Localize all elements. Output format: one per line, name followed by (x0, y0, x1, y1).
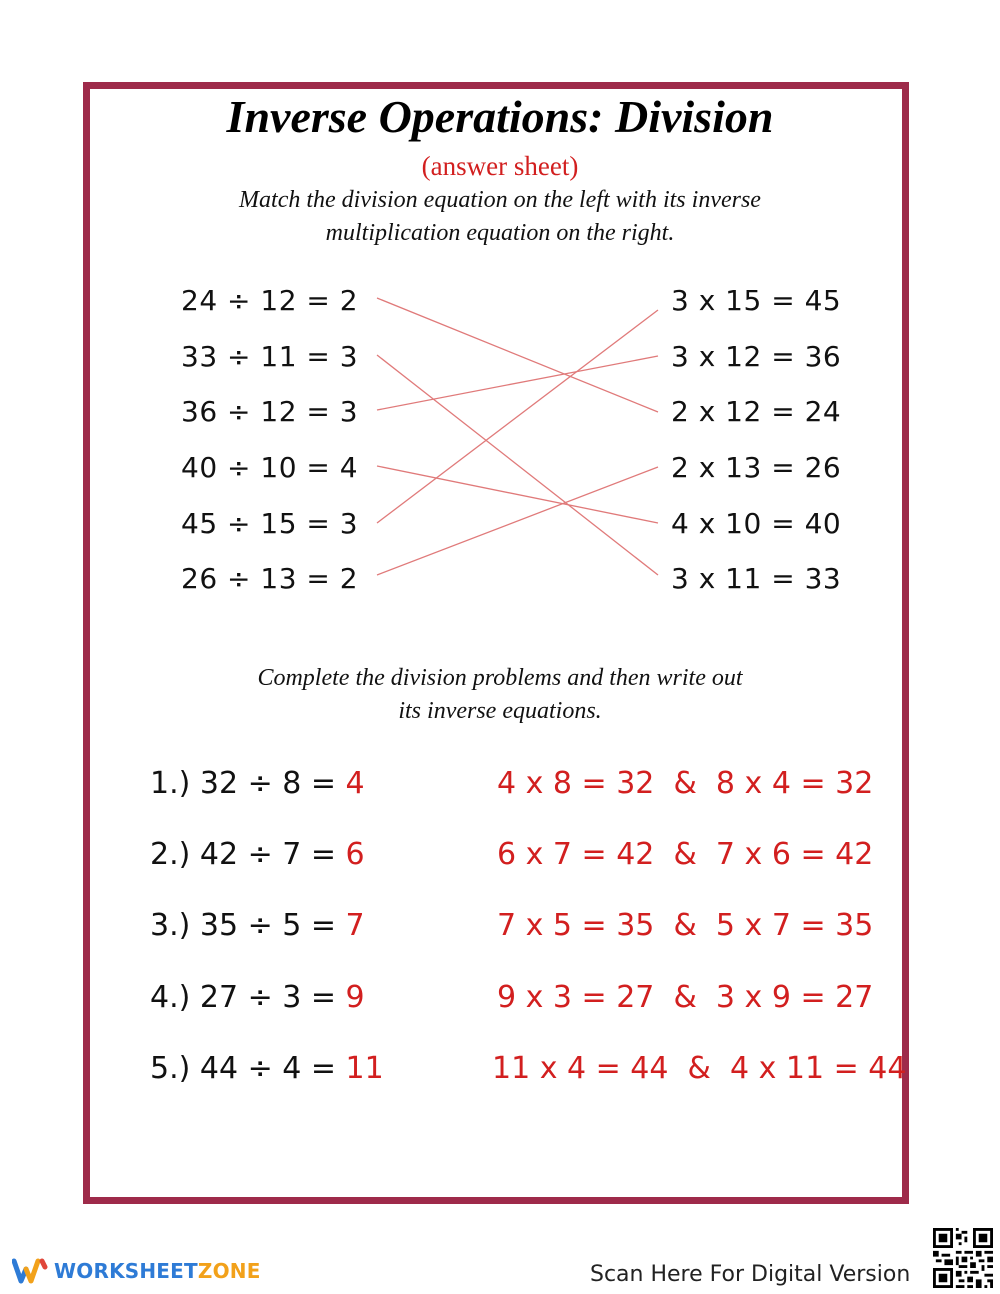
division-equation: 24 ÷ 12 = 2 (181, 284, 359, 317)
division-problem (150, 980, 365, 1015)
division-equation: 40 ÷ 10 = 4 (181, 451, 359, 484)
inverse-equations: 11 x 4 = 44 & 4 x 11 = 44 (492, 1051, 907, 1086)
problems-instructions-line1: Complete the division problems and then write out (257, 665, 743, 691)
logo-w-icon (12, 1257, 48, 1285)
match-line-33 (377, 355, 658, 575)
problem-answer: 9 (345, 980, 365, 1015)
multiplication-equation: 3 x 11 = 33 (671, 562, 842, 595)
problem-question: 2.) 42 ÷ 7 = (150, 837, 346, 872)
problem-question: 1.) 32 ÷ 8 = (150, 766, 346, 801)
match-line-26 (377, 467, 658, 575)
division-equation: 33 ÷ 11 = 3 (181, 340, 359, 373)
inverse-equations: 6 x 7 = 42 & 7 x 6 = 42 (497, 837, 874, 872)
inverse-equations: 4 x 8 = 32 & 8 x 4 = 32 (497, 766, 874, 801)
multiplication-equation: 3 x 12 = 36 (671, 340, 842, 373)
problems-instructions-line2: its inverse equations. (398, 698, 602, 724)
division-equation: 45 ÷ 15 = 3 (181, 507, 359, 540)
logo-wordmark: WORKSHEETZONE (54, 1259, 261, 1283)
problem-answer: 11 (345, 1051, 384, 1086)
division-equation: 36 ÷ 12 = 3 (181, 395, 359, 428)
division-problem (150, 1051, 384, 1086)
division-equation: 26 ÷ 13 = 2 (181, 562, 359, 595)
match-line-45 (377, 310, 658, 523)
inverse-equations: 9 x 3 = 27 & 3 x 9 = 27 (497, 980, 874, 1015)
problem-answer: 4 (345, 766, 365, 801)
multiplication-equation: 2 x 13 = 26 (671, 451, 842, 484)
qr-code-icon[interactable] (933, 1228, 993, 1288)
problem-answer: 7 (345, 908, 365, 943)
inverse-equations: 7 x 5 = 35 & 5 x 7 = 35 (497, 908, 874, 943)
match-line-40 (377, 466, 658, 523)
multiplication-equation: 4 x 10 = 40 (671, 507, 842, 540)
matching-instructions-line1: Match the division equation on the left with its inverse (239, 187, 761, 213)
division-problem (150, 837, 365, 872)
multiplication-equation: 3 x 15 = 45 (671, 284, 842, 317)
problem-question: 4.) 27 ÷ 3 = (150, 980, 346, 1015)
worksheet-zone-logo[interactable] (12, 1257, 261, 1285)
matching-instructions-line2: multiplication equation on the right. (325, 220, 675, 246)
division-problem (150, 766, 365, 801)
problem-question: 5.) 44 ÷ 4 = (150, 1051, 346, 1086)
scan-label: Scan Here For Digital Version (590, 1262, 911, 1287)
page-title: Inverse Operations: Division (226, 91, 774, 142)
problem-answer: 6 (345, 837, 365, 872)
division-problem (150, 908, 365, 943)
match-line-36 (377, 356, 658, 410)
multiplication-equation: 2 x 12 = 24 (671, 395, 842, 428)
answer-sheet-label: (answer sheet) (421, 151, 579, 181)
match-line-24 (377, 298, 658, 412)
problem-question: 3.) 35 ÷ 5 = (150, 908, 346, 943)
